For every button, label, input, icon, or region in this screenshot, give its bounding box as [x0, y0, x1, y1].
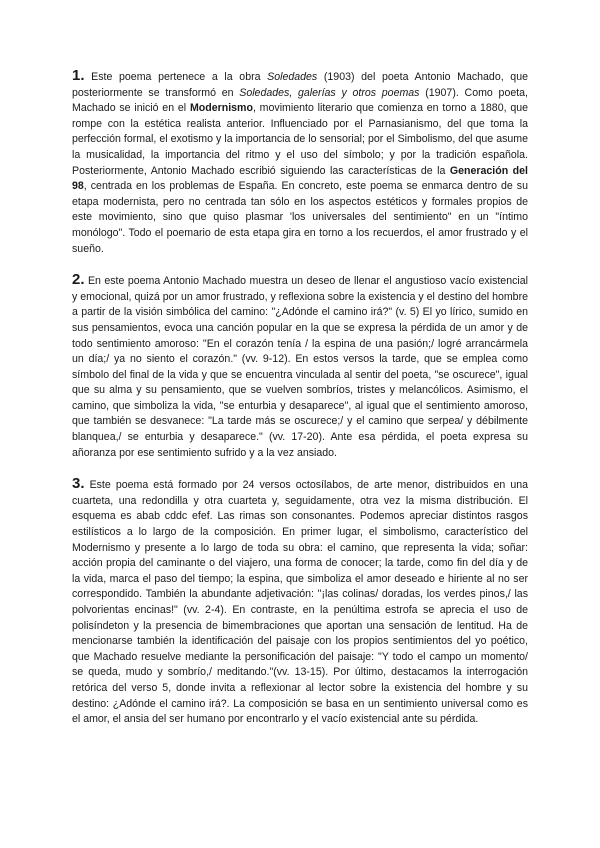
paragraph-1: 1. Este poema pertenece a la obra Soledades (1903) del poeta Antonio Machado, que posteriormente se transformó en Soledades, galerías y otros poemas (1907). Como poeta, Machado se inició en el Modernismo, movimiento literario que comienza en torno a 1880, que rompe con la estética realista anterior. Influenciado por el Parnasianismo, del que toma la perfección formal, el exotismo y la importancia de lo sensorial; por el Simbolismo, del que asume la musicalidad, la importancia del ritmo y el uso del símbolo; y por la tradición española. Posteriormente, Antonio Machado escribió siguiendo las características de la Generación del 98, centrada en los problemas de España. En concreto, este poema se enmarca dentro de su etapa modernista, pero no centrada tan sólo en los aspectos estéticos y formales propios de este movimiento, sino que quiso plasmar 'los universales del sentimiento" en un "íntimo monólogo". Todo el poemario de esta etapa gira en torno a los recuerdos, el amor frustrado y el sueño.: [72, 67, 529, 255]
paragraph-number: 1.: [72, 67, 85, 84]
work-title: Soledades, galerías y otros poemas: [239, 86, 420, 99]
paragraph-number: 2.: [72, 271, 85, 289]
key-term: Generación del 98: [72, 164, 528, 193]
paragraph-3: 3. Este poema está formado por 24 versos octosílabos, de arte menor, distribuidos en una cuarteta, una redondilla y otra cuarteta y, seguidamente, otra vez la misma distribución. El esquema es abab cddc efef. Las rimas son consonantes. Podemos apreciar distintos rasgos estilísticos a lo largo de la composición. En primer lugar, el simbolismo, característico del Modernismo y presente a lo largo de toda su obra: el camino, que representa la vida; soñar: acción propia del caminante o del viajero, una forma de conocer; la tarde, como fin del día y de la vida, marca el paso del tiempo; la espina, que simboliza el amor deseado e hiriente al no ser correspondido. También la abundante adjetivación: "¡las colinas/ doradas, los verdes pinos,/ las polvorientas encinas!" (vv. 2-4). En contraste, en la penúltima estrofa se aprecia el uso de polisíndeton y la presencia de bimembraciones que aportan una sensación de lentitud. Ha de mencionarse también la identificación del paisaje con los propios sentimientos del yo poético, que Machado resuelve mediante la personificación del paisaje: "Y todo el campo un momento/ se queda, mudo y sombrío,/ meditando."(vv. 13-15). Por último, destacamos la interrogación retórica del verso 5, donde invita a reflexionar al lector sobre la existencia del hombre y su destino: ¿Adónde el camino irá?. La composición se basa en un sentimiento universal como es el amor, el ansia del ser humano por encontrarlo y el vacío existencial ante su pérdida.: [72, 475, 528, 726]
document-page: [72, 68, 528, 743]
key-term: Modernismo: [189, 102, 253, 115]
work-title: Soledades: [267, 71, 318, 83]
paragraph-2: 2. En este poema Antonio Machado muestra un deseo de llenar el angustioso vacío existencial y emocional, quizá por un amor frustrado, y reflexiona sobre la existencia y el destino del hombre a partir de la visión simbólica del camino: "¿Adónde el camino irá?" (v. 5) El yo lírico, sumido en sus pensamientos, evoca una canción popular en la que se expresa la pérdida de un amor y de todo sentimiento amoroso: "En el corazón tenía / la espina de una pasión;/ logré arrancármela un día;/ ya no siento el corazón." (vv. 9-12). En estos versos la tarde, que se emplea como símbolo del final de la vida y que se encuentra vinculada al sentir del poeta, "se oscurece", igual que su alma y su pensamiento, que se vuelven sombríos, tristes y melancólicos. Asimismo, el camino, que simboliza la vida, "se enturbia y desaparece", al igual que el sentimiento amoroso, que también se desvanece: "La tarde más se oscurece;/ y el camino que serpea/ y débilmente blanquea,/ se enturbia y desaparece." (vv. 17-20). Ante esa pérdida, el poeta expresa su añoranza por ese sentimiento sufrido y a la vez ansiado.: [72, 271, 528, 459]
paragraph-number: 3.: [72, 475, 85, 493]
